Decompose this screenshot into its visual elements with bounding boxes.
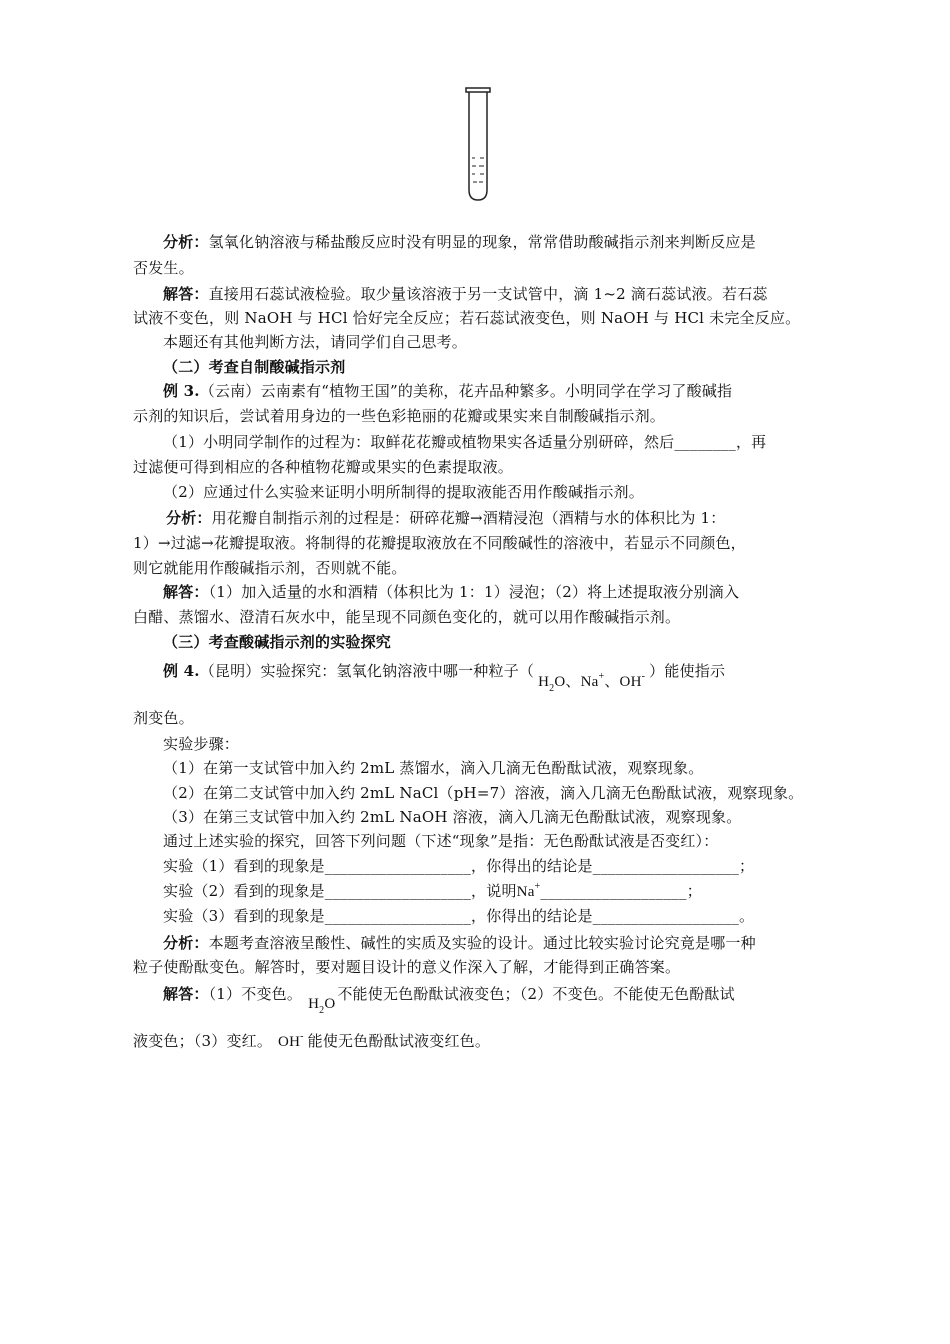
note-1: 本题还有其他判断方法，请同学们自己思考。: [163, 333, 468, 351]
answer-3-line-2: 白醋、蒸馏水、澄清石灰水中，能呈现不同颜色变化的，就可以用作酸碱指示剂。: [133, 608, 681, 626]
analysis-4-line-1: [163, 932, 756, 954]
example-3-q1-line-1: （1）小明同学制作的过程为：取鲜花花瓣或植物果实各适量分别研碎，然后________，再: [163, 433, 767, 451]
answer-label: 解答：: [163, 985, 209, 1003]
analysis-1-line-1: [163, 231, 756, 253]
analysis-label: 分析：: [163, 934, 209, 952]
step-3: （3）在第三支试管中加入约 2mL NaOH 溶液，滴入几滴无色酚酞试液，观察现象。: [163, 808, 742, 826]
example-3-line-1: [163, 380, 732, 402]
steps-title: 实验步骤：: [163, 735, 240, 753]
hydroxide-formula: [278, 1031, 304, 1050]
formula-sub-2: 2: [549, 683, 555, 694]
example-3-text: （云南）云南素有“植物王国”的美称，花卉品种繁多。小明同学在学习了酸碱指: [199, 382, 733, 400]
answer-1-text: 直接用石蕊试液检验。取少量该溶液于另一支试管中，滴 1~2 滴石蕊试液。若石蕊: [208, 285, 768, 303]
analysis-1-text: 氢氧化钠溶液与稀盐酸反应时没有明显的现象，常常借助酸碱指示剂来判断反应是: [208, 233, 756, 251]
answer-label: 解答：: [163, 583, 209, 601]
answer-4-text-2b: 能使无色酚酞试液变红色。: [307, 1032, 491, 1050]
answer-4-line-2: [133, 1030, 490, 1055]
answer-3-text: （1）加入适量的水和酒精（体积比为 1：1）浸泡；（2）将上述提取液分别滴入: [208, 583, 740, 601]
answer-4-text-b: 不能使无色酚酞试液变色；（2）不变色。不能使无色酚酞试: [337, 985, 735, 1003]
step-1: （1）在第一支试管中加入约 2mL 蒸馏水，滴入几滴无色酚酞试液，观察现象。: [163, 759, 704, 777]
answer-3-line-1: [163, 581, 739, 603]
example-3-line-2: 示剂的知识后，尝试着用身边的一些色彩艳丽的花瓣或果实来自制酸碱指示剂。: [133, 407, 666, 425]
formula-o: O: [554, 674, 566, 690]
example-4-line-2: 剂变色。: [133, 709, 194, 727]
na-ion-formula: [516, 881, 541, 900]
example-3-q1-line-2: 过滤便可得到相应的各种植物花瓣或果实的色素提取液。: [133, 458, 514, 476]
analysis-3-text: 用花瓣自制指示剂的过程是：研碎花瓣→酒精浸泡（酒精与水的体积比为 1：: [211, 509, 726, 527]
formula-oh: OH: [619, 674, 642, 690]
formula-sup-minus: -: [641, 671, 646, 682]
answer-1-line-1: [163, 283, 768, 305]
answer-4-text: （1）不变色。: [208, 985, 303, 1003]
example-4-text: （昆明）实验探究：氢氧化钠溶液中哪一种粒子（: [199, 662, 535, 680]
analysis-label: 分析：: [163, 233, 209, 251]
experiment-1-blank: 实验（1）看到的现象是___________________，你得出的结论是___________________；: [163, 857, 755, 875]
answer-1-line-2: 试液不变色，则 NaOH 与 HCl 恰好完全反应；若石蕊试液变色，则 NaOH 与 HCl 未完全反应。: [133, 309, 801, 327]
formula-na: Na: [516, 884, 535, 900]
experiment-2-text: 实验（2）看到的现象是___________________，说明: [163, 882, 517, 900]
analysis-3-line-1: [166, 507, 726, 529]
example-3-label: 例 3.: [163, 382, 200, 400]
formula-na: Na: [580, 674, 599, 690]
formula-sep: 、: [565, 674, 581, 690]
question: 通过上述实验的探究，回答下列问题（下述“现象”是指：无色酚酞试液是否变红）：: [163, 832, 719, 850]
example-4-line-1: [163, 660, 726, 694]
particle-formulas: [538, 671, 646, 694]
test-tube-illustration: [458, 86, 498, 206]
analysis-4-text: 本题考查溶液呈酸性、碱性的实质及实验的设计。通过比较实验讨论究竟是哪一种: [208, 934, 756, 952]
experiment-2-blank-text: ___________________；: [540, 882, 702, 900]
example-3-q2: （2）应通过什么实验来证明小明所制得的提取液能否用作酸碱指示剂。: [163, 483, 644, 501]
formula-o: O: [324, 996, 336, 1012]
answer-label: 解答：: [163, 285, 209, 303]
analysis-label: 分析：: [166, 509, 212, 527]
step-2: （2）在第二支试管中加入约 2mL NaCl（pH=7）溶液，滴入几滴无色酚酞试液，观察现象。: [163, 784, 804, 802]
experiment-3-blank: 实验（3）看到的现象是___________________，你得出的结论是___________________。: [163, 907, 755, 925]
formula-sup-minus: -: [300, 1031, 304, 1042]
analysis-4-line-2: 粒子使酚酞变色。解答时，要对题目设计的意义作深入了解，才能得到正确答案。: [133, 958, 681, 976]
section-2-heading: （二）考查自制酸碱指示剂: [163, 358, 346, 376]
water-formula: [308, 996, 336, 1016]
analysis-1-line-2: 否发生。: [133, 259, 194, 277]
experiment-2-blank: [163, 880, 702, 905]
formula-sub-2: 2: [319, 1005, 325, 1016]
formula-h: H: [308, 996, 320, 1012]
answer-4-line-1: [163, 983, 735, 1016]
example-4-text-end: ）能使指示: [649, 662, 726, 680]
formula-sep: 、: [604, 674, 620, 690]
example-4-label: 例 4.: [163, 662, 200, 680]
formula-sup-plus: +: [598, 671, 605, 682]
formula-sup-plus: +: [534, 881, 541, 892]
section-3-heading: （三）考查酸碱指示剂的实验探究: [163, 633, 392, 651]
analysis-3-line-2: 1）→过滤→花瓣提取液。将制得的花瓣提取液放在不同酸碱性的溶液中，若显示不同颜色，: [133, 534, 746, 552]
formula-oh: OH: [278, 1034, 301, 1050]
analysis-3-line-3: 则它就能用作酸碱指示剂，否则就不能。: [133, 559, 407, 577]
formula-h: H: [538, 674, 550, 690]
answer-4-text-2: 液变色；（3）变红。: [133, 1032, 273, 1050]
